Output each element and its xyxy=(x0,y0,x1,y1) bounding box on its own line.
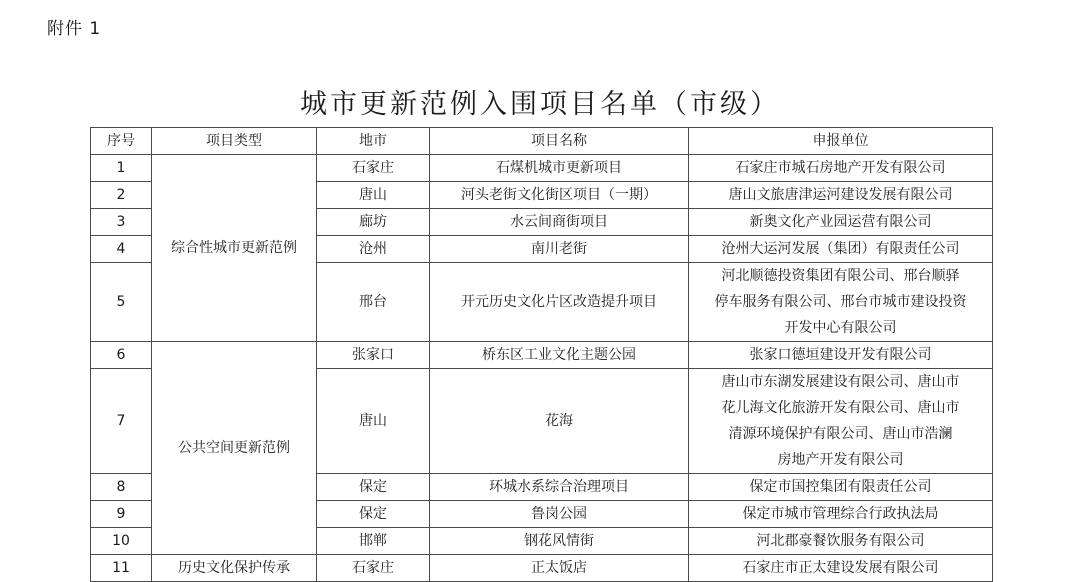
unit-line: 河北顺德投资集团有限公司、邢台顺驿 xyxy=(721,268,960,284)
row-index: 10 xyxy=(91,528,152,555)
row-project-name: 水云间商街项目 xyxy=(430,209,689,236)
unit-line: 房地产开发有限公司 xyxy=(777,452,904,468)
document-title: 城市更新范例入围项目名单（市级） xyxy=(300,89,780,120)
category-cell: 综合性城市更新范例 xyxy=(152,155,317,342)
row-index: 9 xyxy=(91,501,152,528)
row-unit: 石家庄市城石房地产开发有限公司 xyxy=(689,155,993,182)
row-index: 2 xyxy=(91,182,152,209)
unit-line: 唐山市东湖发展建设有限公司、唐山市 xyxy=(721,374,960,390)
category-cell: 历史文化保护传承 xyxy=(152,555,317,582)
row-index: 3 xyxy=(91,209,152,236)
row-unit: 保定市国控集团有限责任公司 xyxy=(689,474,993,501)
row-project-name: 环城水系综合治理项目 xyxy=(430,474,689,501)
header-index: 序号 xyxy=(91,128,152,155)
row-project-name: 河头老街文化街区项目（一期） xyxy=(430,182,689,209)
row-index: 4 xyxy=(91,236,152,263)
row-index: 6 xyxy=(91,342,152,369)
row-city: 保定 xyxy=(317,501,430,528)
row-index: 11 xyxy=(91,555,152,582)
row-index: 7 xyxy=(91,369,152,474)
attachment-label: 附件 1 xyxy=(47,19,102,39)
row-unit: 河北郡豪餐饮服务有限公司 xyxy=(689,528,993,555)
unit-line: 清源环境保护有限公司、唐山市浩澜 xyxy=(728,426,953,442)
row-project-name: 开元历史文化片区改造提升项目 xyxy=(430,263,689,342)
row-unit: 唐山文旅唐津运河建设发展有限公司 xyxy=(689,182,993,209)
row-unit: 新奥文化产业园运营有限公司 xyxy=(689,209,993,236)
row-city: 邯郸 xyxy=(317,528,430,555)
row-city: 保定 xyxy=(317,474,430,501)
row-project-name: 桥东区工业文化主题公园 xyxy=(430,342,689,369)
header-unit: 申报单位 xyxy=(689,128,993,155)
row-city: 唐山 xyxy=(317,182,430,209)
row-unit: 保定市城市管理综合行政执法局 xyxy=(689,501,993,528)
header-name: 项目名称 xyxy=(430,128,689,155)
table-row xyxy=(91,342,993,369)
table-row xyxy=(91,155,993,182)
project-list-table xyxy=(90,127,993,582)
row-city: 张家口 xyxy=(317,342,430,369)
header-city: 地市 xyxy=(317,128,430,155)
row-project-name: 石煤机城市更新项目 xyxy=(430,155,689,182)
row-city: 沧州 xyxy=(317,236,430,263)
row-index: 5 xyxy=(91,263,152,342)
row-city: 石家庄 xyxy=(317,155,430,182)
row-city: 邢台 xyxy=(317,263,430,342)
unit-line: 花儿海文化旅游开发有限公司、唐山市 xyxy=(721,400,960,416)
row-index: 8 xyxy=(91,474,152,501)
row-project-name: 花海 xyxy=(430,369,689,474)
row-unit xyxy=(689,263,993,342)
unit-line: 停车服务有限公司、邢台市城市建设投资 xyxy=(714,294,967,310)
row-unit xyxy=(689,369,993,474)
unit-line: 开发中心有限公司 xyxy=(784,320,897,336)
table-row xyxy=(91,555,993,582)
header-type: 项目类型 xyxy=(152,128,317,155)
table-header-row xyxy=(91,128,993,155)
row-unit: 石家庄市正太建设发展有限公司 xyxy=(689,555,993,582)
category-cell: 公共空间更新范例 xyxy=(152,342,317,555)
row-project-name: 鲁岗公园 xyxy=(430,501,689,528)
row-unit: 沧州大运河发展（集团）有限责任公司 xyxy=(689,236,993,263)
row-unit: 张家口德垣建设开发有限公司 xyxy=(689,342,993,369)
row-project-name: 钢花风情街 xyxy=(430,528,689,555)
row-index: 1 xyxy=(91,155,152,182)
row-project-name: 南川老街 xyxy=(430,236,689,263)
row-project-name: 正太饭店 xyxy=(430,555,689,582)
row-city: 廊坊 xyxy=(317,209,430,236)
row-city: 石家庄 xyxy=(317,555,430,582)
row-city: 唐山 xyxy=(317,369,430,474)
